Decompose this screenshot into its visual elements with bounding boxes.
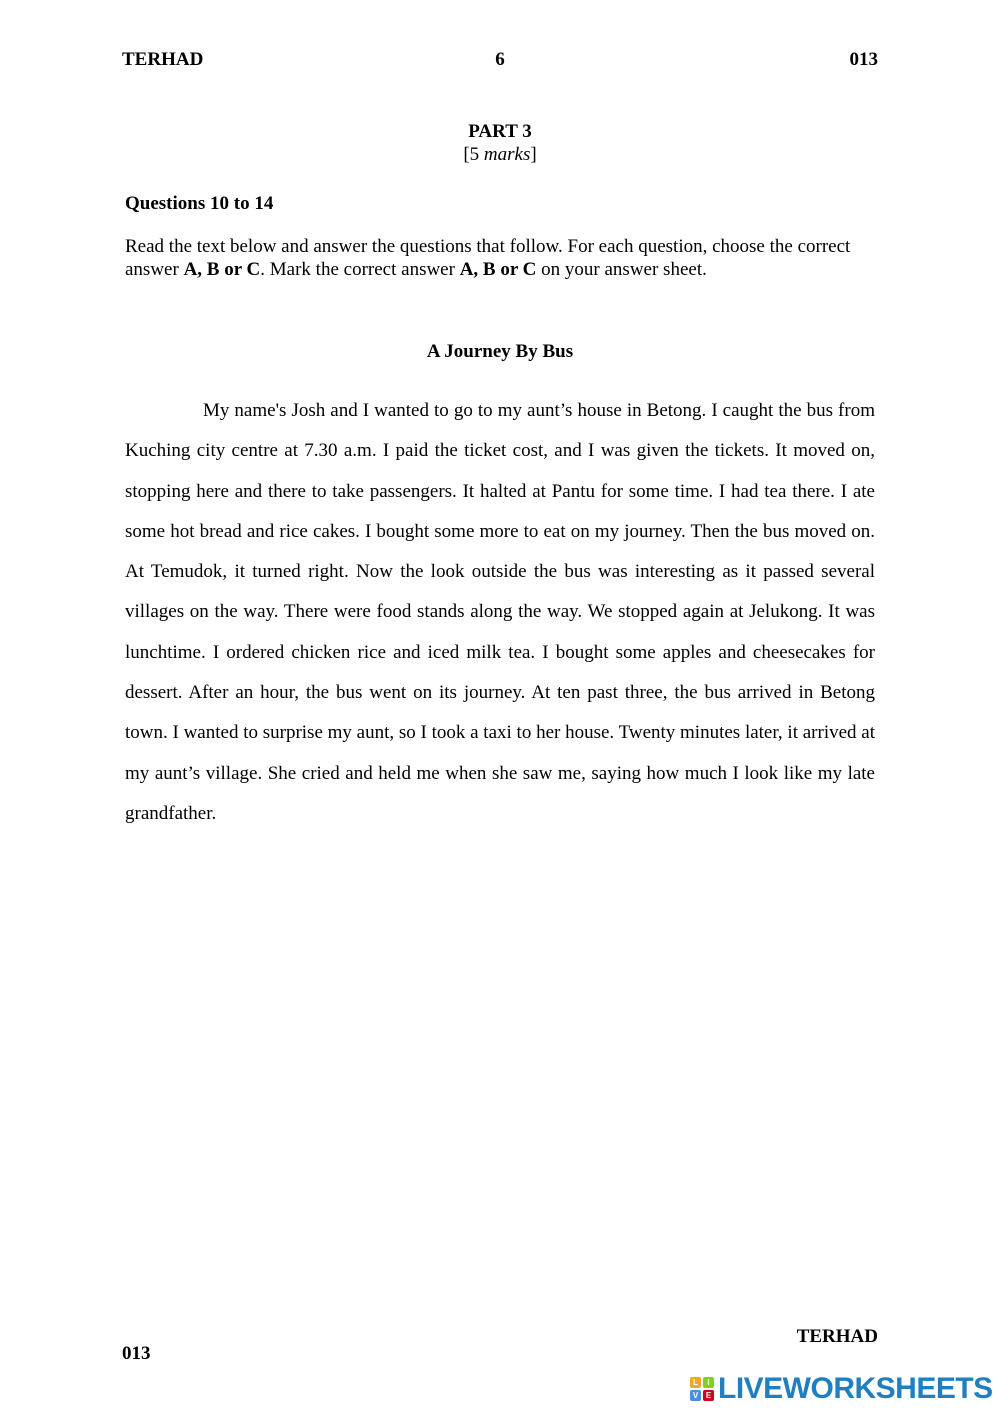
header-paper-code: 013 (849, 49, 878, 70)
logo-letter-i: I (703, 1377, 714, 1388)
liveworksheets-brand (690, 1372, 993, 1406)
story-title: A Journey By Bus (426, 341, 574, 362)
footer-classification: TERHAD (796, 1326, 878, 1347)
page-number: 6 (495, 49, 505, 70)
part-title: PART 3 (468, 121, 532, 142)
instructions-options-2: A, B or C (459, 259, 537, 280)
instructions-text-2: . Mark the correct answer (260, 259, 460, 280)
marks-open: [5 (463, 144, 484, 165)
instructions-text-1: Read the text below and answer the questions that follow. For each question, choose the correct answer (125, 236, 851, 280)
logo-letter-l: L (690, 1377, 701, 1388)
liveworksheets-wordmark: LIVEWORKSHEETS (718, 1372, 993, 1405)
footer-paper-code: 013 (122, 1343, 151, 1364)
questions-heading: Questions 10 to 14 (125, 193, 274, 214)
logo-letter-e: E (703, 1390, 714, 1401)
instructions (125, 235, 885, 281)
marks-word: marks (483, 144, 531, 165)
liveworksheets-logo-icon (690, 1377, 714, 1401)
story-body: My name's Josh and I wanted to go to my aunt’s house in Betong. I caught the bus from Kuching city centre at 7.30 a.m. I paid the ticket cost, and I was given the tickets. It moved on, stopping here and there to take passengers. It halted at Pantu for some time. I had tea there. I ate some hot bread and rice cakes. I bought some more to eat on my journey. Then the bus moved on. At Temudok, it turned right. Now the look outside the bus was interesting as it passed several villages on the way. There were food stands along the way. We stopped again at Jelukong. It was lunchtime. I ordered chicken rice and iced milk tea. I bought some apples and cheesecakes for dessert. After an hour, the bus went on its journey. At ten past three, the bus arrived in Betong town. I wanted to surprise my aunt, so I took a taxi to her house. Twenty minutes later, it arrived at my aunt’s village. She cried and held me when she saw me, saying how much I look like my late grandfather. (125, 400, 875, 824)
instructions-text-3: on your answer sheet. (536, 259, 707, 280)
marks-close: ] (530, 144, 537, 165)
header-classification: TERHAD (122, 49, 204, 70)
logo-letter-v: V (690, 1390, 701, 1401)
part-marks (0, 144, 1000, 166)
instructions-options-1: A, B or C (183, 259, 261, 280)
